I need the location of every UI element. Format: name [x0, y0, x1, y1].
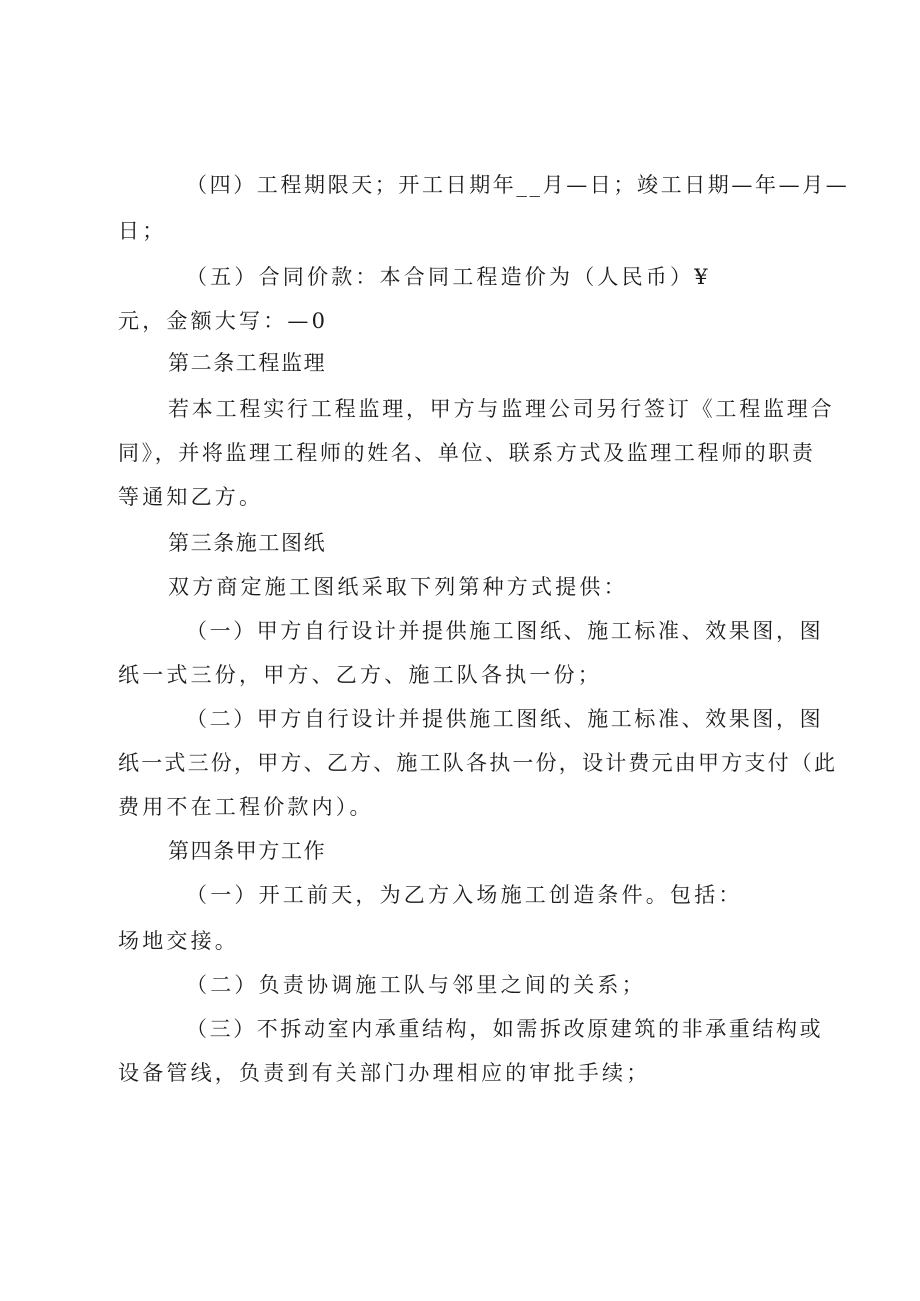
article-2-paragraph-line: 等通知乙方。 [118, 485, 264, 509]
article-3-heading: 第三条施工图纸 [168, 531, 327, 555]
article-4-item-1-line-cont: 场地交接。 [118, 929, 239, 953]
article-4-item-1-line: （一）开工前天，为乙方入场施工创造条件。包括： [186, 883, 743, 907]
article-2-paragraph-line: 若本工程实行工程监理，甲方与监理公司另行签订《工程监理合 [168, 397, 835, 421]
article-2-heading: 第二条工程监理 [168, 351, 327, 375]
article-3-item-2-line: （二）甲方自行设计并提供施工图纸、施工标准、效果图，图 [186, 707, 824, 731]
article-2-paragraph-line: 同》，并将监理工程师的姓名、单位、联系方式及监理工程师的职责 [118, 441, 816, 465]
clause-5-price-line: （五）合同价款：本合同工程造价为（人民币）¥ [186, 265, 711, 289]
clause-5-price-line-cont: 元，金额大写：—0 [118, 309, 329, 333]
article-3-item-2-line-cont: 费用不在工程价款内）。 [118, 795, 374, 819]
article-4-heading: 第四条甲方工作 [168, 839, 327, 863]
article-4-item-2-line: （二）负责协调施工队与邻里之间的关系； [186, 973, 646, 997]
article-3-item-1-line-cont: 纸一式三份，甲方、乙方、施工队各执一份； [118, 663, 602, 687]
article-3-item-2-line-cont: 纸一式三份，甲方、乙方、施工队各执一份，设计费元由甲方支付（此 [118, 751, 838, 775]
article-4-item-3-line: （三）不拆动室内承重结构，如需拆改原建筑的非承重结构或 [186, 1017, 824, 1041]
article-3-intro: 双方商定施工图纸采取下列第种方式提供： [168, 575, 628, 599]
clause-4-period-line: （四）工程期限天；开工日期年__月—日；竣工日期—年—月— [186, 173, 850, 197]
clause-4-period-line-cont: 日； [118, 219, 167, 243]
article-3-item-1-line: （一）甲方自行设计并提供施工图纸、施工标准、效果图，图 [186, 619, 824, 643]
article-4-item-3-line-cont: 设备管线，负责到有关部门办理相应的审批手续； [118, 1061, 651, 1085]
